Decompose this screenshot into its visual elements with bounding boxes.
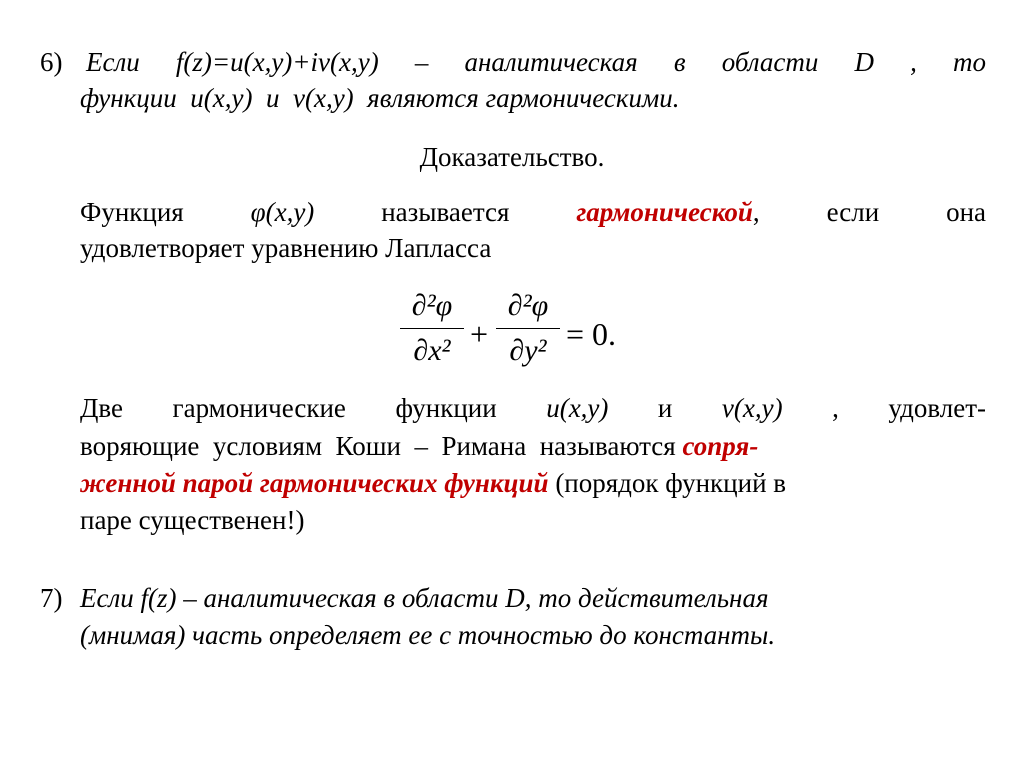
fraction-y-bar: [496, 328, 560, 329]
highlight-conjugate-2: женной парой гармонических функций: [80, 468, 549, 498]
fraction-x-numerator: ∂²φ: [411, 289, 453, 322]
conjugate-text: воряющие условиям Коши – Римана называются: [80, 431, 683, 461]
item-6-word: то: [953, 47, 986, 77]
plus-sign: +: [470, 316, 489, 352]
item-6-word: f(z)=u(x,y)+iv(x,y): [175, 47, 379, 77]
item-6-word: области: [721, 47, 819, 77]
fraction-x-bar: [400, 328, 464, 329]
conjugate-line-3: [80, 467, 986, 499]
item-6-word: D: [854, 47, 874, 77]
conjugate-word: и: [657, 393, 673, 423]
fraction-y: [496, 288, 560, 369]
conjugate-line-1: [80, 392, 986, 424]
proof-heading: Доказательство.: [419, 142, 605, 172]
highlight-harmonic: гармонической: [576, 197, 753, 227]
item-6-word: Если: [86, 47, 140, 77]
conjugate-function-v: v(x,y): [721, 393, 783, 423]
conjugate-function-u: u(x,y): [546, 393, 609, 423]
conjugate-word: ,: [832, 393, 839, 423]
fraction-x-denominator: ∂x²: [413, 334, 451, 367]
highlight-conjugate-1: сопря-: [682, 431, 759, 461]
fraction-y-numerator: ∂²φ: [507, 289, 549, 322]
conjugate-line-2: [80, 430, 986, 462]
definition-function: φ(x,y): [250, 197, 315, 227]
item-6-word: аналитическая: [464, 47, 638, 77]
fraction-x: [400, 288, 464, 369]
item-6-line-2: функции u(x,y) и v(x,y) являются гармоническими.: [80, 83, 680, 113]
conjugate-word: функции: [395, 393, 497, 423]
fraction-y-denominator: ∂y²: [509, 334, 547, 367]
definition-word: называется: [381, 197, 510, 227]
item-7-line-2: (мнимая) часть определяет ее с точностью до константы.: [80, 620, 776, 650]
item-7-marker: 7): [40, 583, 63, 613]
item-6-word: в: [673, 47, 686, 77]
equals-zero: = 0.: [566, 316, 617, 352]
conjugate-text: (порядок функций в: [548, 468, 787, 498]
laplace-equation: [400, 288, 640, 384]
item-6-marker: 6): [40, 47, 63, 77]
conjugate-word: Две: [80, 393, 123, 423]
item-6-word: –: [414, 47, 429, 77]
definition-line-2: удовлетворяет уравнению Лапласса: [80, 233, 492, 263]
item-7-line-1: Если f(z) – аналитическая в области D, то действительная: [80, 583, 769, 613]
definition-word: , если: [752, 197, 880, 227]
item-6-word: ,: [910, 47, 917, 77]
definition-word: Функция: [80, 197, 184, 227]
definition-line-1: [80, 196, 986, 228]
item-6-line-1: [86, 46, 986, 78]
conjugate-word: удовлет-: [888, 393, 987, 423]
conjugate-line-4: паре существенен!): [80, 505, 305, 535]
conjugate-word: гармонические: [172, 393, 346, 423]
definition-word: она: [946, 197, 987, 227]
